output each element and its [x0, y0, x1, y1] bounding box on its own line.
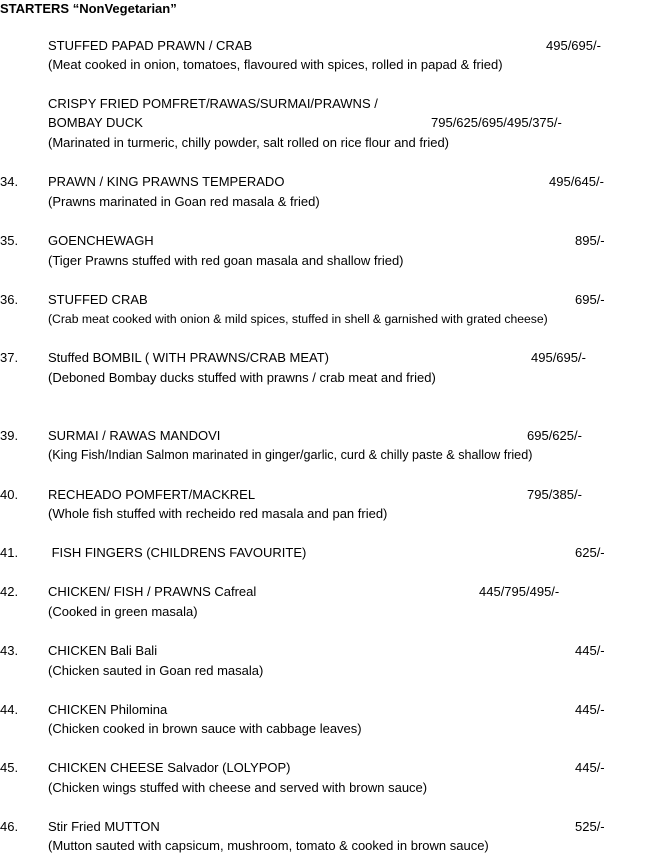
item-number: 40.: [0, 487, 19, 502]
item-number: 42.: [0, 584, 19, 599]
item-name: CHICKEN Philomina: [48, 702, 168, 717]
item-description: (Deboned Bombay ducks stuffed with prawns / crab meat and fried): [48, 370, 436, 385]
item-number: 41.: [0, 545, 19, 560]
item-price: 445/795/495/-: [479, 584, 560, 599]
item-name: RECHEADO POMFERT/MACKREL: [48, 487, 256, 502]
item-description: (Whole fish stuffed with recheido red masala and pan fried): [48, 506, 388, 521]
item-price: 495/695/-: [546, 38, 601, 53]
menu-heading: STARTERS “NonVegetarian”: [0, 1, 177, 16]
item-description: (Chicken sauted in Goan red masala): [48, 663, 264, 678]
item-description: (Cooked in green masala): [48, 604, 198, 619]
item-price: 795/385/-: [527, 487, 582, 502]
item-price: 695/-: [575, 292, 605, 307]
item-description: (Chicken wings stuffed with cheese and served with brown sauce): [48, 780, 428, 795]
item-price: 445/-: [575, 702, 605, 717]
item-name: CHICKEN CHEESE Salvador (LOLYPOP): [48, 760, 291, 775]
item-price: 495/645/-: [549, 174, 604, 189]
item-price: 895/-: [575, 233, 605, 248]
item-description: (Meat cooked in onion, tomatoes, flavoured with spices, rolled in papad & fried): [48, 57, 503, 72]
item-name: CRISPY FRIED POMFRET/RAWAS/SURMAI/PRAWNS /: [48, 96, 378, 111]
item-description: (Prawns marinated in Goan red masala & fried): [48, 194, 320, 209]
item-name: STUFFED PAPAD PRAWN / CRAB: [48, 38, 253, 53]
item-description: (Marinated in turmeric, chilly powder, salt rolled on rice flour and fried): [48, 135, 450, 150]
item-description: (Chicken cooked in brown sauce with cabbage leaves): [48, 721, 362, 736]
item-number: 37.: [0, 350, 19, 365]
item-number: 44.: [0, 702, 19, 717]
item-name: PRAWN / KING PRAWNS TEMPERADO: [48, 174, 285, 189]
item-description: (Crab meat cooked with onion & mild spices, stuffed in shell & garnished with grated cheese): [48, 312, 548, 326]
item-number: 35.: [0, 233, 19, 248]
item-price: 445/-: [575, 643, 605, 658]
item-name: CHICKEN/ FISH / PRAWNS Cafreal: [48, 584, 257, 599]
item-name: Stuffed BOMBIL ( WITH PRAWNS/CRAB MEAT): [48, 350, 329, 365]
item-number: 36.: [0, 292, 19, 307]
item-name: FISH FINGERS (CHILDRENS FAVOURITE): [48, 545, 307, 560]
item-price: 795/625/695/495/375/-: [431, 115, 562, 130]
item-name: GOENCHEWAGH: [48, 233, 154, 248]
item-description: (Tiger Prawns stuffed with red goan masala and shallow fried): [48, 253, 404, 268]
item-price: 695/625/-: [527, 428, 582, 443]
item-number: 45.: [0, 760, 19, 775]
item-price: 495/695/-: [531, 350, 586, 365]
item-name-continued: BOMBAY DUCK: [48, 115, 143, 130]
item-name: STUFFED CRAB: [48, 292, 148, 307]
item-number: 46.: [0, 819, 19, 834]
item-price: 445/-: [575, 760, 605, 775]
item-number: 43.: [0, 643, 19, 658]
item-name: Stir Fried MUTTON: [48, 819, 160, 834]
item-description: (Mutton sauted with capsicum, mushroom, tomato & cooked in brown sauce): [48, 838, 489, 853]
item-price: 625/-: [575, 545, 605, 560]
item-number: 39.: [0, 428, 19, 443]
item-number: 34.: [0, 174, 19, 189]
item-description: (King Fish/Indian Salmon marinated in ginger/garlic, curd & chilly paste & shallow fried): [48, 448, 533, 462]
item-name: CHICKEN Bali Bali: [48, 643, 158, 658]
item-price: 525/-: [575, 819, 605, 834]
item-name: SURMAI / RAWAS MANDOVI: [48, 428, 221, 443]
